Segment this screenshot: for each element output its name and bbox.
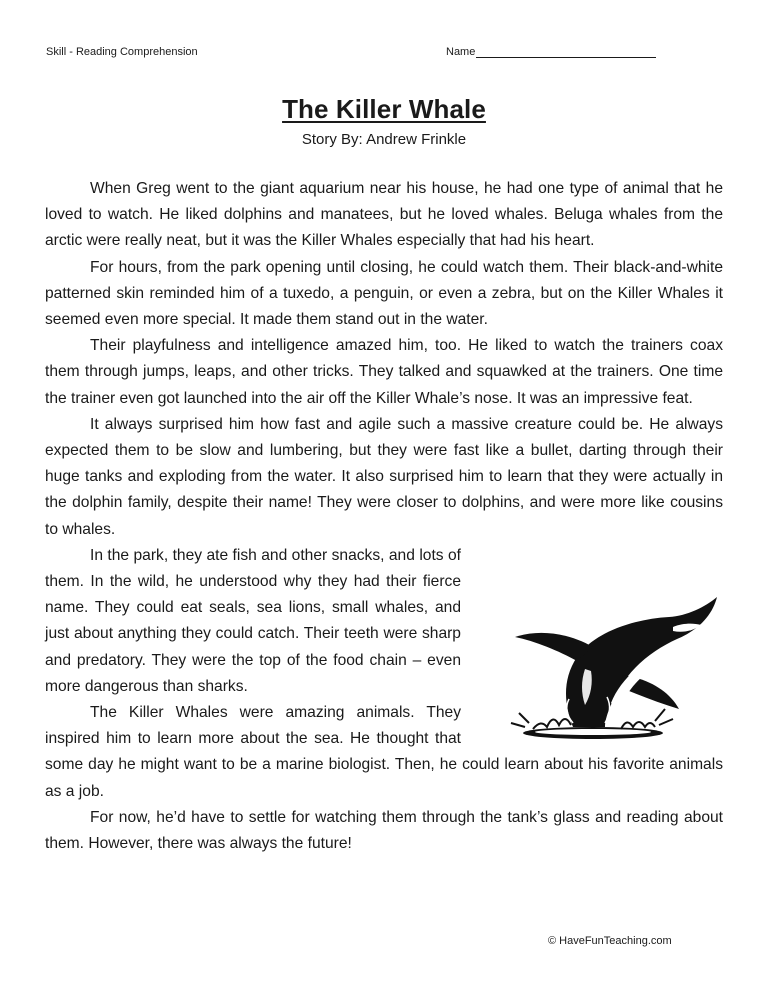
story-paragraph: In the park, they ate fish and other snacks, and lots of them. In the wild, he understood why they had their fierce name. They could eat seals, sea lions, small whales, and just about anything they could catch. Their teeth were sharp and predatory. They were the top of the food chain – even more dangerous than sharks. (45, 546, 461, 695)
story-paragraph: For now, he’d have to settle for watching them through the tank’s glass and reading about them. However, there was always the future! (45, 808, 723, 853)
story-paragraph: The Killer Whales were amazing animals. They inspired him to learn more about the sea. He thought that some day he might want to be a marine biologist. Then, he could learn about his favorite animals as a job. (45, 704, 723, 800)
copyright-notice: © HaveFunTeaching.com (548, 935, 672, 947)
name-label: Name (446, 46, 476, 58)
story-paragraph: Their playfulness and intelligence amazed him, too. He liked to watch the trainers coax them through jumps, leaps, and other tricks. They talked and squawked at the trainers. One time the trainer even got launched into the air off the Killer Whale’s nose. It was an impressive feat. (45, 337, 723, 407)
story-paragraph: It always surprised him how fast and agile such a massive creature could be. He always expected them to be slow and lumbering, but they were fast like a bullet, darting through their huge tanks and exploding from the water. It also surprised him to learn that they were actually in the dolphin family, despite their name! They were closer to dolphins, and were more like cousins to whales. (45, 415, 723, 538)
story-paragraph: For hours, from the park opening until closing, he could watch them. Their black-and-white patterned skin reminded him of a tuxedo, a penguin, or even a zebra, but on the Killer Whales it seemed even more special. It made them stand out in the water. (45, 258, 723, 329)
name-field[interactable] (446, 46, 656, 58)
story-byline: Story By: Andrew Frinkle (301, 131, 467, 148)
story-title: The Killer Whale (282, 94, 486, 124)
skill-label: Skill - Reading Comprehension (46, 46, 198, 58)
story-body (45, 176, 723, 857)
killer-whale-icon (473, 595, 723, 743)
name-blank-line[interactable] (476, 46, 656, 58)
story-paragraph: When Greg went to the giant aquarium near his house, he had one type of animal that he loved to watch. He liked dolphins and manatees, but he loved whales. Beluga whales from the arctic were really neat, but it was the Killer Whales especially that had his heart. (45, 180, 723, 250)
